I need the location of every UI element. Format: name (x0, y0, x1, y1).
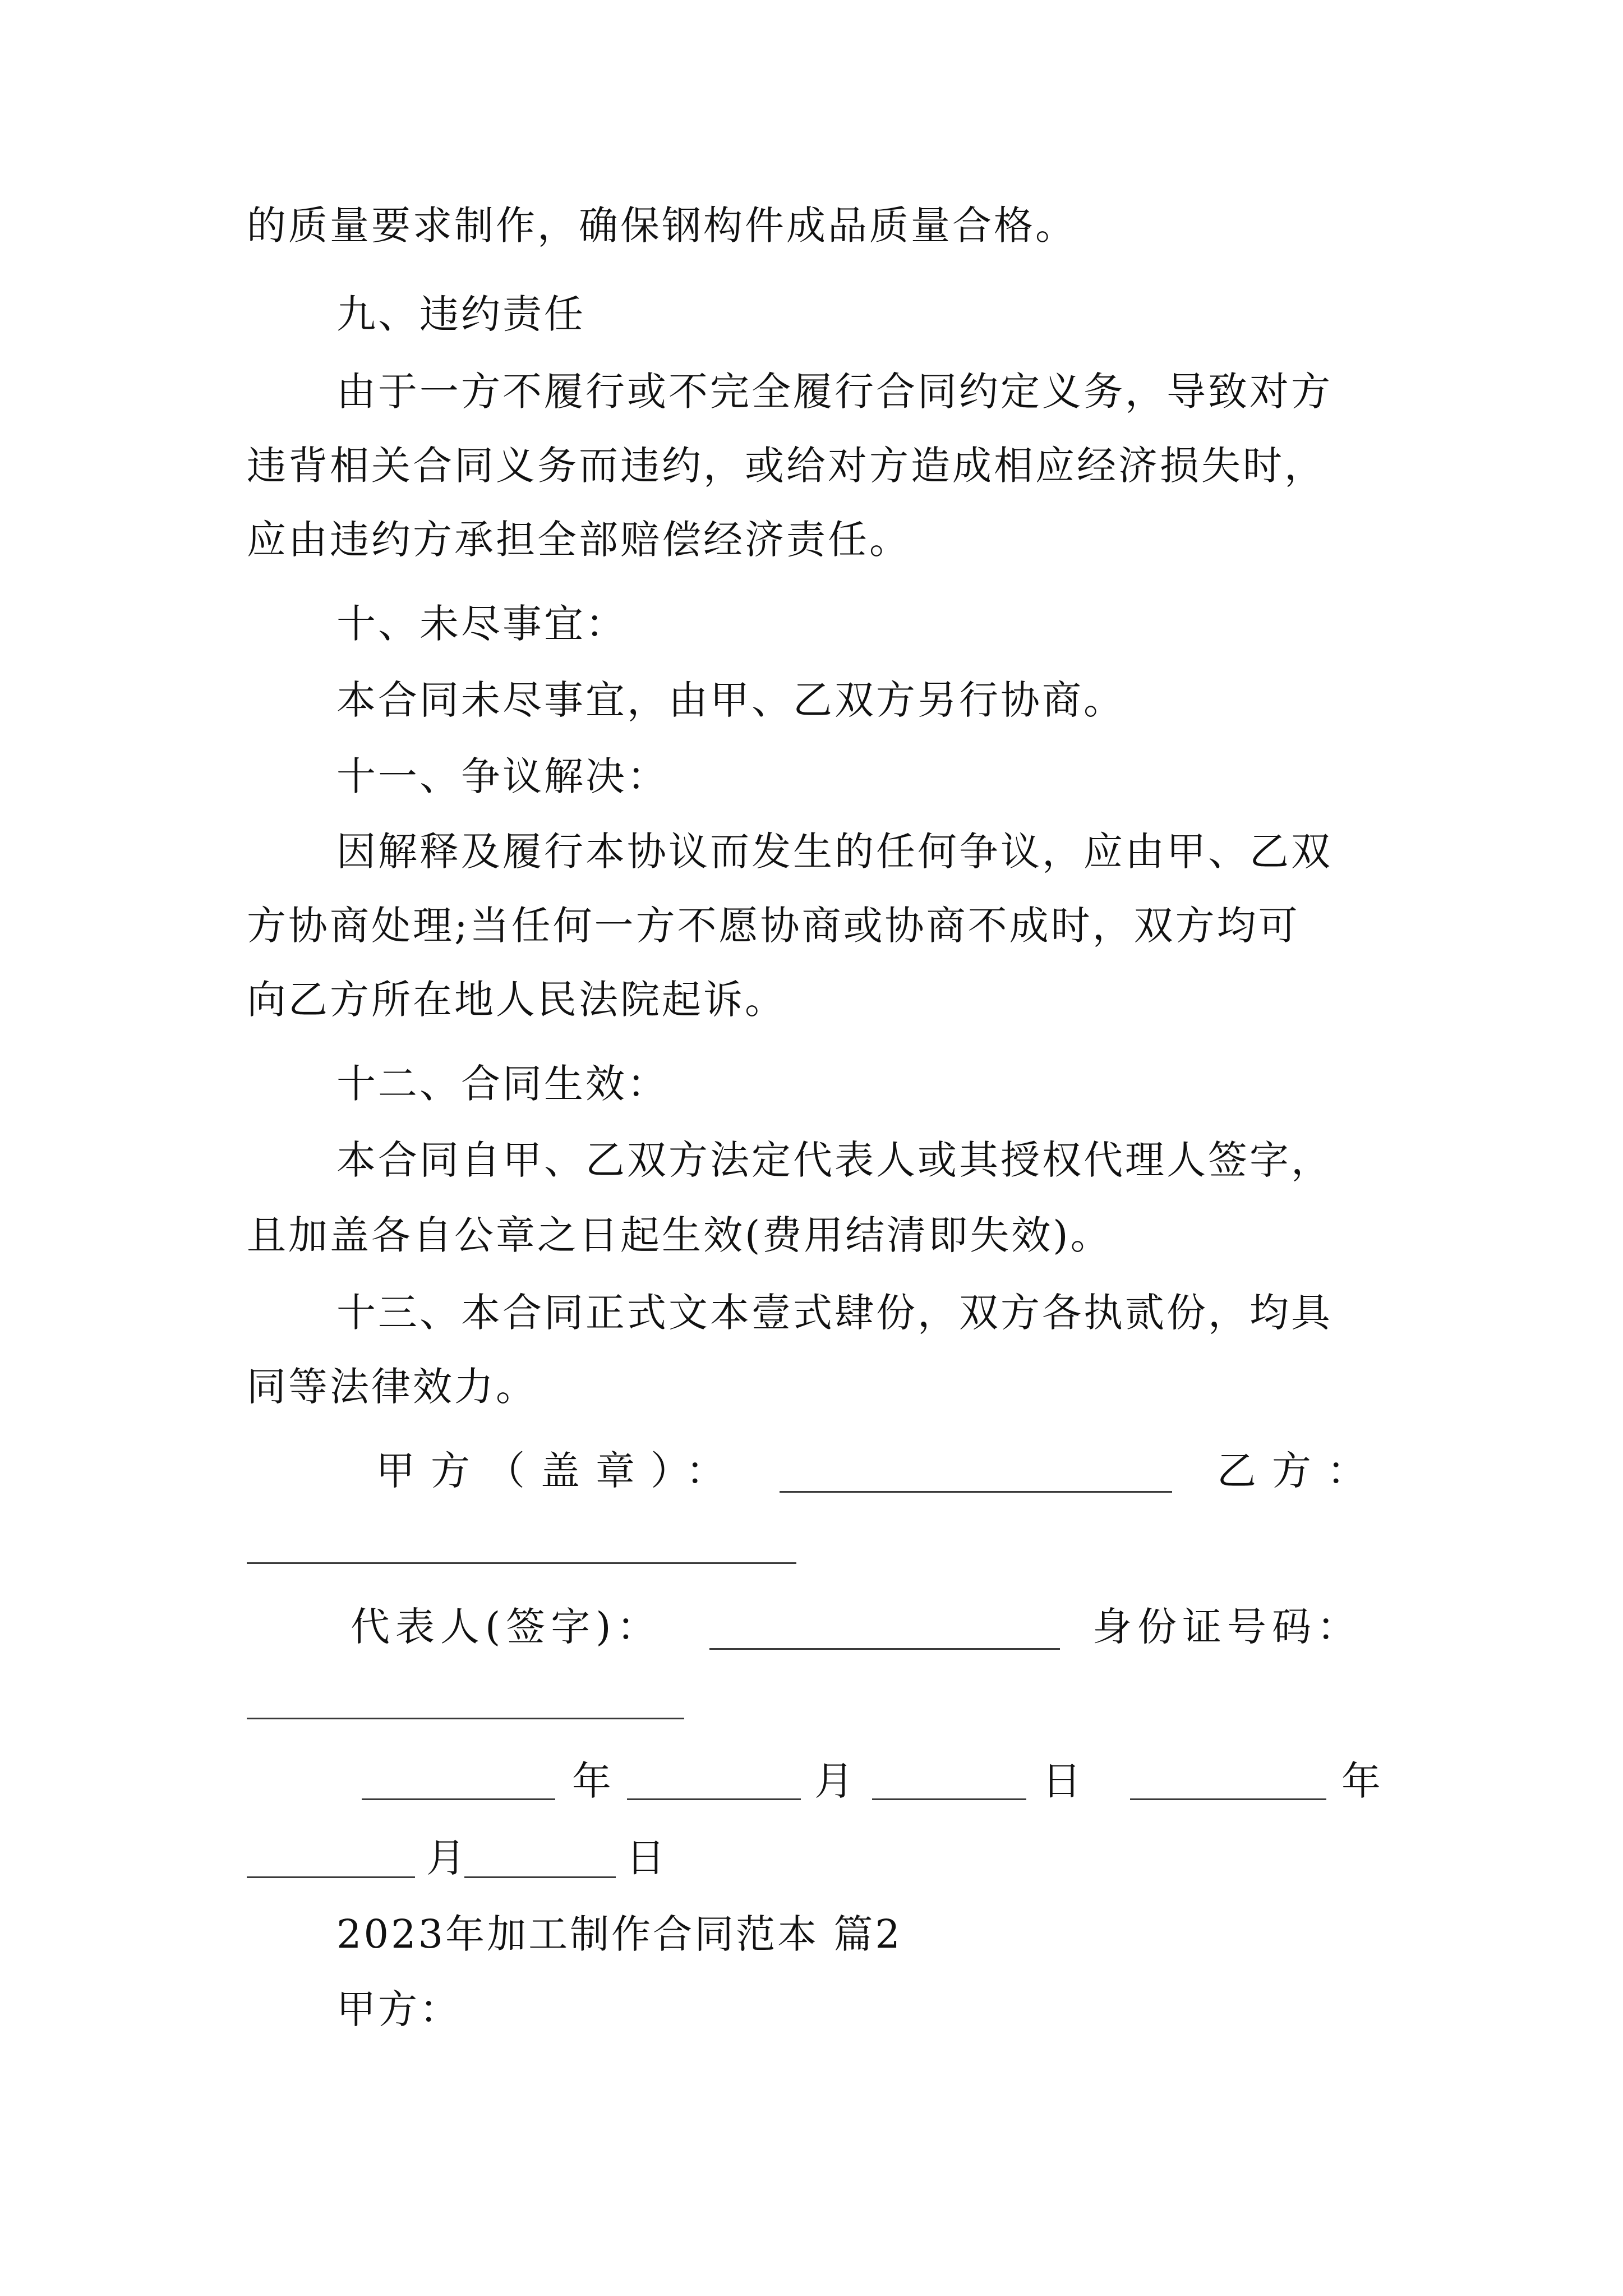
representative-blank (709, 1648, 1060, 1650)
date-month-blank (627, 1798, 801, 1800)
day-label-b: 日 (626, 1835, 665, 1881)
paragraph-line: 本合同自甲、乙双方法定代表人或其授权代理人签字， (336, 1137, 1332, 1183)
date-year-blank (362, 1798, 555, 1800)
date-day-blank (872, 1798, 1026, 1800)
party-b-label: 乙方： (1217, 1448, 1382, 1494)
year-label-b: 年 (1341, 1758, 1381, 1804)
paragraph-line: 方协商处理;当任何一方不愿协商或协商不成时，双方均可 (247, 903, 1300, 949)
date-month-blank-b (247, 1876, 415, 1878)
year-label: 年 (572, 1758, 611, 1804)
party-b-blank (247, 1562, 796, 1564)
section-13-line: 十三、本合同正式文本壹式肆份，双方各执贰份，均具 (336, 1290, 1332, 1336)
section-12-title: 十二、合同生效： (336, 1061, 668, 1107)
paragraph-line: 向乙方所在地人民法院起诉。 (247, 977, 786, 1023)
month-label-b: 月 (426, 1835, 465, 1881)
next-section-title: 2023年加工制作合同范本 篇2 (336, 1911, 902, 1957)
paragraph-line: 同等法律效力。 (247, 1364, 537, 1410)
section-11-title: 十一、争议解决： (336, 753, 668, 799)
section-9-title: 九、违约责任 (336, 291, 585, 337)
representative-label: 代表人(签字)： (351, 1604, 662, 1650)
month-label: 月 (814, 1758, 854, 1804)
paragraph-line: 应由违约方承担全部赔偿经济责任。 (247, 517, 911, 563)
paragraph-line: 因解释及履行本协议而发生的任何争议，应由甲、乙双 (336, 829, 1332, 875)
id-number-blank (247, 1718, 684, 1719)
paragraph-line: 且加盖各自公章之日起生效(费用结清即失效)。 (247, 1212, 1112, 1258)
party-a-label: 甲方（盖章）： (376, 1448, 741, 1494)
day-label: 日 (1042, 1758, 1081, 1804)
party-a-blank (780, 1491, 1172, 1493)
section-10-title: 十、未尽事宜： (336, 601, 627, 647)
paragraph-line: 本合同未尽事宜，由甲、乙双方另行协商。 (336, 677, 1125, 723)
date-day-blank-b (464, 1876, 616, 1878)
date-year-blank-b (1130, 1798, 1326, 1800)
paragraph-line: 由于一方不履行或不完全履行合同约定义务，导致对方 (336, 369, 1332, 415)
paragraph-line: 违背相关合同义务而违约，或给对方造成相应经济损失时， (247, 443, 1326, 489)
next-section-party-a: 甲方： (336, 1986, 461, 2032)
id-number-label: 身份证号码： (1092, 1604, 1362, 1650)
paragraph-line: 的质量要求制作，确保钢构件成品质量合格。 (247, 203, 1077, 249)
